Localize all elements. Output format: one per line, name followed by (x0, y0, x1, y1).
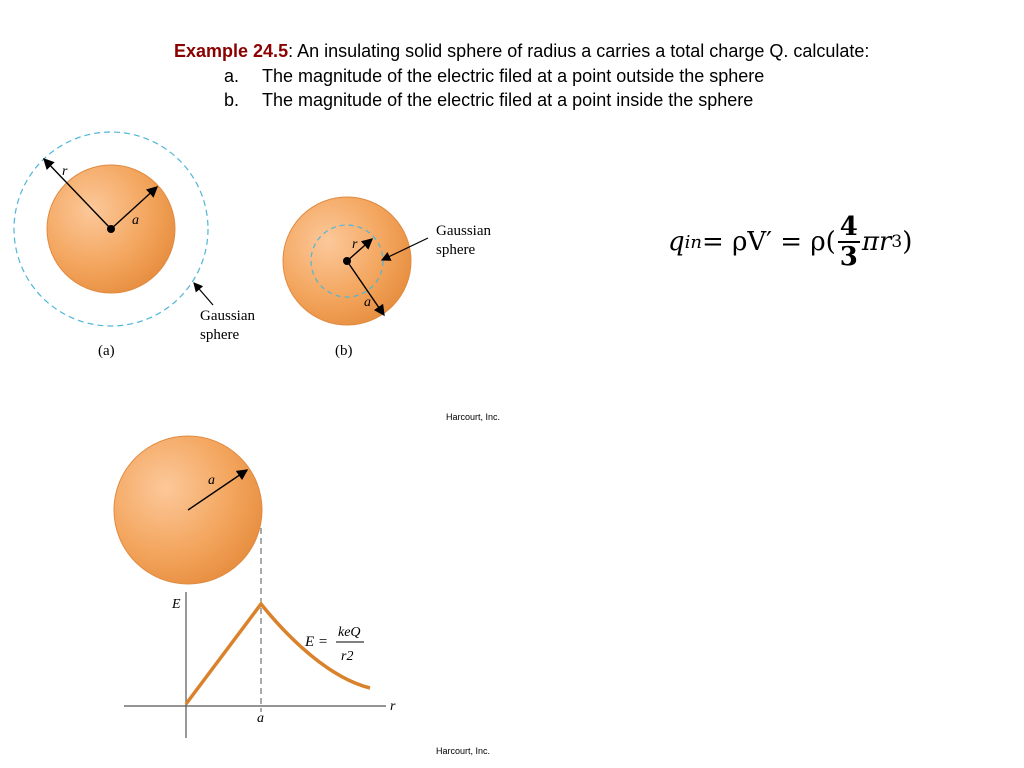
formula-q: q (668, 227, 685, 257)
label-a: a (132, 213, 139, 228)
problem-item-b (224, 90, 753, 111)
label-a-c: a (208, 473, 215, 488)
field-eq-denominator: r2 (341, 649, 354, 664)
problem-item-a (224, 66, 764, 87)
label-r: r (62, 164, 68, 179)
fraction-denominator: 3 (839, 242, 858, 272)
gaussian-pointer-a (194, 283, 213, 305)
credit-bottom: Harcourt, Inc. (436, 746, 491, 756)
field-graph-figure (100, 430, 520, 750)
caption-a: (a) (98, 343, 115, 359)
gaussian-label-b-line2: sphere (436, 242, 476, 258)
item-text: The magnitude of the electric filed at a point outside the sphere (262, 66, 765, 86)
item-label: a. (224, 66, 240, 86)
gaussian-sphere-figure (0, 125, 520, 415)
caption-b: (b) (335, 343, 353, 359)
tick-label-a: a (257, 711, 264, 726)
label-r-b: r (352, 237, 358, 252)
credit-top: Harcourt, Inc. (446, 412, 501, 422)
problem-statement (174, 40, 869, 63)
item-label: b. (224, 90, 240, 110)
gaussian-label-line1: Gaussian (200, 308, 255, 324)
field-eq-numerator: keQ (338, 625, 361, 640)
center-dot-b (343, 257, 351, 265)
formula-mid: = ρV′ = ρ( (702, 227, 836, 257)
center-dot (107, 225, 115, 233)
field-eq-prefix: E = (305, 634, 329, 650)
charge-formula (668, 210, 912, 274)
gaussian-label-b-line1: Gaussian (436, 223, 491, 239)
problem-text: : An insulating solid sphere of radius a carries a total charge Q. calculate: (288, 41, 870, 61)
axis-label-r: r (390, 699, 396, 714)
item-text: The magnitude of the electric filed at a point inside the sphere (262, 90, 754, 110)
gaussian-label-line2: sphere (200, 327, 240, 343)
formula-pi-r: πr (861, 227, 892, 257)
example-title: Example 24.5 (174, 41, 289, 61)
formula-fraction (838, 213, 860, 271)
formula-close: ) (902, 227, 913, 257)
formula-exponent: 3 (891, 232, 903, 252)
fraction-numerator: 4 (839, 212, 858, 242)
formula-subscript: in (684, 231, 703, 253)
label-a-b: a (364, 295, 371, 310)
axis-label-E: E (172, 597, 181, 612)
